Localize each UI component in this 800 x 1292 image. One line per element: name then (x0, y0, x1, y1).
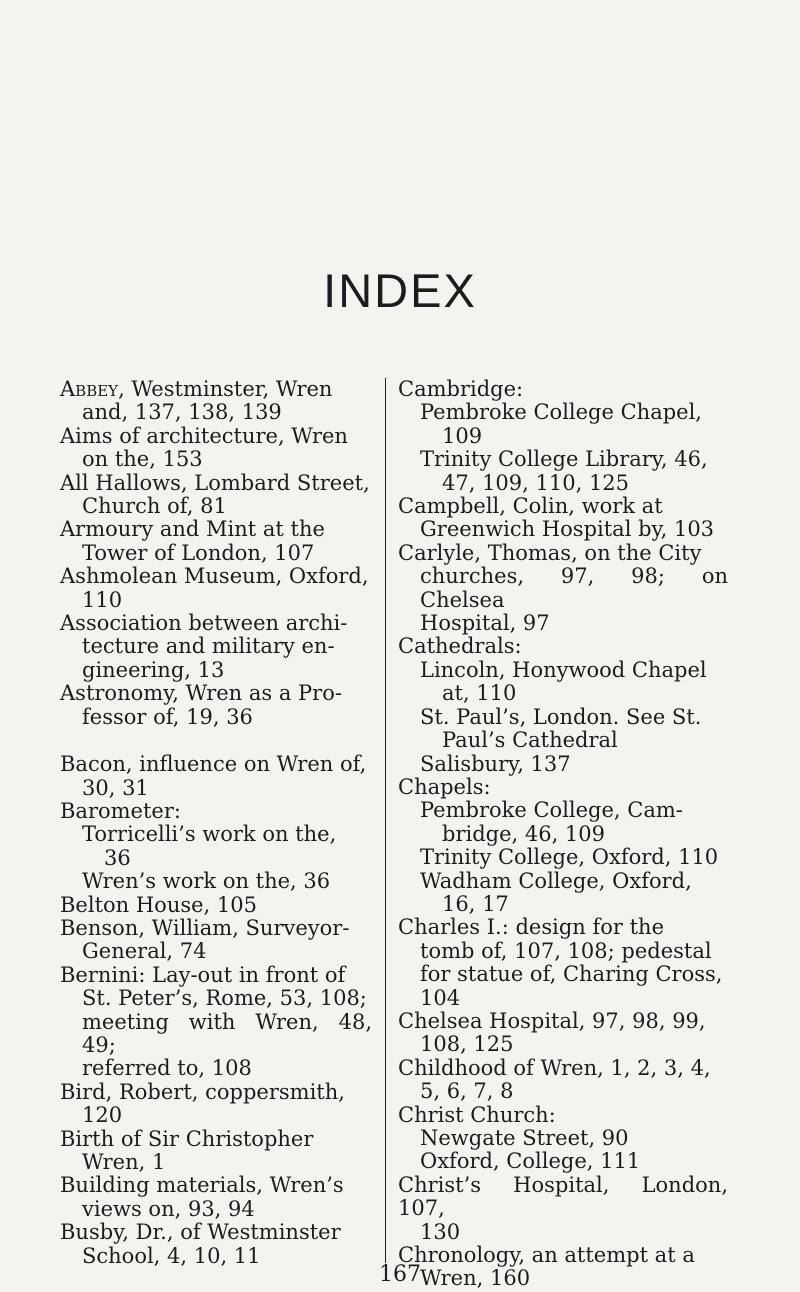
index-subentry: Pembroke College, Cam- (420, 798, 683, 823)
index-subentry: Wadham College, Oxford, (420, 868, 692, 893)
index-subentry: churches, 97, 98; on Chelsea (420, 564, 728, 612)
index-entry: Bacon, influence on Wren of, (60, 752, 367, 777)
index-entry: Building materials, Wren’s (60, 1173, 344, 1198)
index-entry: Christ Church: (398, 1102, 556, 1127)
index-entry: Cathedrals: (398, 634, 522, 659)
index-column-right (398, 378, 728, 1291)
page-title: INDEX (323, 264, 477, 317)
index-subentry: Church of, 81 (82, 494, 227, 519)
index-entry: Chelsea Hospital, 97, 98, 99, (398, 1008, 706, 1033)
index-subentry: 110 (82, 587, 123, 612)
index-entry: Astronomy, Wren as a Pro- (60, 681, 342, 706)
index-subentry: Oxford, College, 111 (420, 1149, 641, 1174)
index-subentry: Wren, 1 (82, 1150, 166, 1174)
index-subentry: tecture and military en- (82, 634, 335, 659)
index-subentry: Hospital, 97 (420, 611, 550, 636)
index-entry: Belton House, 105 (60, 892, 257, 917)
index-subentry: 30, 31 (82, 775, 149, 800)
index-subentry: 109 (442, 423, 483, 448)
index-subentry: St. Peter’s, Rome, 53, 108; (82, 986, 367, 1011)
index-subentry: Greenwich Hospital by, 103 (420, 517, 715, 542)
index-subentry: General, 74 (82, 939, 207, 964)
index-entry: Abbey, Westminster, Wren (60, 377, 333, 401)
index-entry: Busby, Dr., of Westminster (60, 1220, 341, 1245)
index-entry: Barometer: (60, 798, 181, 823)
index-subentry: Wren, 160 (420, 1266, 531, 1291)
index-subentry: Paul’s Cathedral (442, 728, 618, 753)
index-subentry: 16, 17 (442, 891, 509, 916)
index-subentry: St. Paul’s, London. See St. (420, 704, 702, 729)
index-subentry: fessor of, 19, 36 (82, 704, 253, 729)
index-subentry: Tower of London, 107 (82, 540, 315, 565)
index-subentry: views on, 93, 94 (82, 1196, 255, 1221)
index-subentry: Torricelli’s work on the, (82, 822, 337, 847)
index-subentry: Wren’s work on the, 36 (82, 869, 331, 894)
index-entry: Christ’s Hospital, London, 107, (398, 1172, 728, 1221)
index-subentry: referred to, 108 (82, 1056, 252, 1081)
index-entry: Bird, Robert, coppersmith, (60, 1079, 345, 1104)
index-subentry: Trinity College, Oxford, 110 (420, 845, 719, 870)
index-subentry: Newgate Street, 90 (420, 1126, 629, 1150)
index-subentry: 5, 6, 7, 8 (420, 1079, 514, 1104)
index-entry: Aims of architecture, Wren (60, 423, 348, 448)
index-subentry: 108, 125 (420, 1032, 514, 1057)
entry-group-gap (60, 729, 372, 753)
index-subentry: and, 137, 138, 139 (82, 400, 282, 425)
index-entry: Carlyle, Thomas, on the City (398, 540, 702, 565)
index-entry: Chronology, an attempt at a (398, 1243, 695, 1268)
index-subentry: gineering, 13 (82, 657, 225, 682)
index-subentry: School, 4, 10, 11 (82, 1243, 261, 1268)
index-subentry: tomb of, 107, 108; pedestal (420, 938, 712, 963)
index-subentry: on the, 153 (82, 447, 203, 472)
index-subentry: Trinity College Library, 46, (420, 447, 708, 472)
index-entry: Association between archi- (60, 611, 348, 636)
index-column-left (60, 378, 372, 1268)
index-subentry: 130 (420, 1219, 461, 1244)
index-entry: Armoury and Mint at the (60, 517, 325, 542)
index-entry: Bernini: Lay-out in front of (60, 962, 346, 987)
index-subentry: 47, 109, 110, 125 (442, 470, 630, 495)
index-subentry: 120 (82, 1103, 123, 1128)
index-subentry: 36 (104, 845, 131, 870)
index-entry: Childhood of Wren, 1, 2, 3, 4, (398, 1055, 711, 1080)
index-subentry: Lincoln, Honywood Chapel (420, 657, 707, 682)
index-entry: Charles I.: design for the (398, 915, 664, 940)
index-subentry: for statue of, Charing Cross, (420, 962, 723, 987)
index-subentry: 104 (420, 985, 461, 1010)
page-number: 167 (379, 1262, 421, 1287)
index-entry: Birth of Sir Christopher (60, 1126, 314, 1151)
index-subentry: Salisbury, 137 (420, 751, 571, 776)
index-entry: Campbell, Colin, work at (398, 494, 663, 519)
index-subentry: Pembroke College Chapel, (420, 400, 702, 425)
index-subentry: meeting with Wren, 48, 49; (82, 1009, 372, 1057)
index-subentry: at, 110 (442, 681, 517, 706)
index-entry: Cambridge: (398, 377, 524, 401)
index-entry: Benson, William, Surveyor- (60, 915, 350, 940)
index-subentry: bridge, 46, 109 (442, 821, 606, 846)
column-divider (385, 378, 386, 1263)
index-entry: Ashmolean Museum, Oxford, (60, 564, 369, 589)
index-entry: Chapels: (398, 774, 491, 799)
index-entry: All Hallows, Lombard Street, (60, 470, 370, 495)
